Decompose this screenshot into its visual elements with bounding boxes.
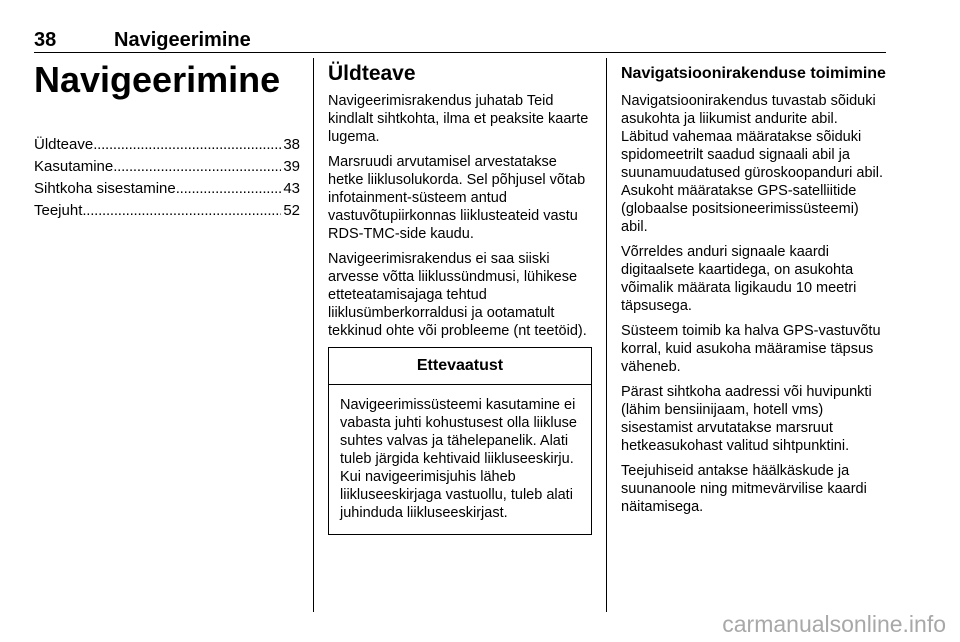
toc-entry-title: Kasutamine bbox=[34, 158, 114, 175]
body-paragraph: Navigeerimisrakendus ei saa siiski arvesse võtta liiklussündmusi, lühikese etteteatamisajaga tehtud liiklusümberkorraldusi ja ootamatult tekkinud ohte või probleeme (nt teetöid). bbox=[328, 251, 587, 339]
page-header bbox=[34, 29, 886, 51]
caution-box bbox=[328, 347, 592, 535]
toc-entry-page: 52 bbox=[283, 202, 300, 219]
column-divider-2 bbox=[606, 58, 607, 612]
toc-leader-dots bbox=[93, 134, 281, 156]
table-of-contents bbox=[34, 134, 300, 222]
right-column bbox=[621, 58, 889, 523]
toc-leader-dots bbox=[82, 200, 281, 222]
body-paragraph: Pärast sihtkoha aadressi või huvipunkti (lähim bensiinijaam, hotell vms) sisestamist arvutatakse marsruut hetkeasukohast valitud sihtpunktini. bbox=[621, 384, 872, 454]
toc-entry-page: 38 bbox=[283, 136, 300, 153]
body-paragraph: Teejuhiseid antakse häälkäskude ja suunanoole ning mitmevärvilise kaardi näitamisega. bbox=[621, 463, 867, 515]
column-divider-1 bbox=[313, 58, 314, 612]
caution-title: Ettevaatust bbox=[329, 348, 591, 385]
header-rule bbox=[34, 52, 886, 53]
middle-column bbox=[328, 58, 592, 535]
body-paragraph: Navigeerimisrakendus juhatab Teid kindlalt sihtkohta, ilma et peaksite kaarte lugema. bbox=[328, 93, 589, 145]
left-column bbox=[34, 58, 300, 222]
chapter-title: Navigeerimine bbox=[34, 59, 281, 100]
toc-entry-page: 39 bbox=[283, 158, 300, 175]
subsection-heading: Navigatsioonirakenduse toimimine bbox=[621, 65, 886, 82]
toc-entry[interactable] bbox=[34, 134, 300, 156]
toc-entry[interactable] bbox=[34, 156, 300, 178]
body-paragraph: Võrreldes anduri signaale kaardi digitaalsete kaartidega, on asukohta võimalik määrata ligikaudu 10 meetri täpsusega. bbox=[621, 244, 857, 314]
running-section-title: Navigeerimine bbox=[114, 29, 251, 51]
watermark: carmanualsonline.info bbox=[722, 611, 946, 637]
toc-entry-title: Üldteave bbox=[34, 136, 94, 153]
toc-entry[interactable] bbox=[34, 178, 300, 200]
caution-text: Navigeerimissüsteemi kasutamine ei vabasta juhti kohustusest olla liikluse suhtes valvas ja tähelepanelik. Alati tuleb järgida kehtivaid liikluseeskirju. Kui navigeerimisjuhis läheb liikluseeskirjaga vastuollu, tuleb alati juhinduda liikluseeskirjast. bbox=[340, 397, 577, 521]
page-number: 38 bbox=[34, 29, 57, 51]
toc-entry-title: Teejuht bbox=[34, 202, 83, 219]
toc-entry[interactable] bbox=[34, 200, 300, 222]
section-heading: Üldteave bbox=[328, 62, 416, 85]
toc-entry-title: Sihtkoha sisestamine bbox=[34, 180, 176, 197]
toc-leader-dots bbox=[113, 156, 281, 178]
toc-leader-dots bbox=[176, 178, 282, 200]
toc-entry-page: 43 bbox=[283, 180, 300, 197]
body-paragraph: Süsteem toimib ka halva GPS-vastuvõtu korral, kuid asukoha määramise täpsus väheneb. bbox=[621, 323, 881, 375]
body-paragraph: Marsruudi arvutamisel arvestatakse hetke liiklusolukorda. Sel põhjusel võtab infotainment-süsteem antud vastuvõtupiirkonnas liiklusteateid vastu RDS-TMC-side kaudu. bbox=[328, 154, 586, 242]
body-paragraph: Navigatsioonirakendus tuvastab sõiduki asukohta ja liikumist andurite abil. Läbitud vahemaa määratakse sõiduki spidomeetrilt saadud signaali abil ja suunamuudatused güroskoopanduri abil. Asukoht määratakse GPS-satelliitide (globaalse positsioneerimissüsteemi) abil. bbox=[621, 93, 883, 235]
